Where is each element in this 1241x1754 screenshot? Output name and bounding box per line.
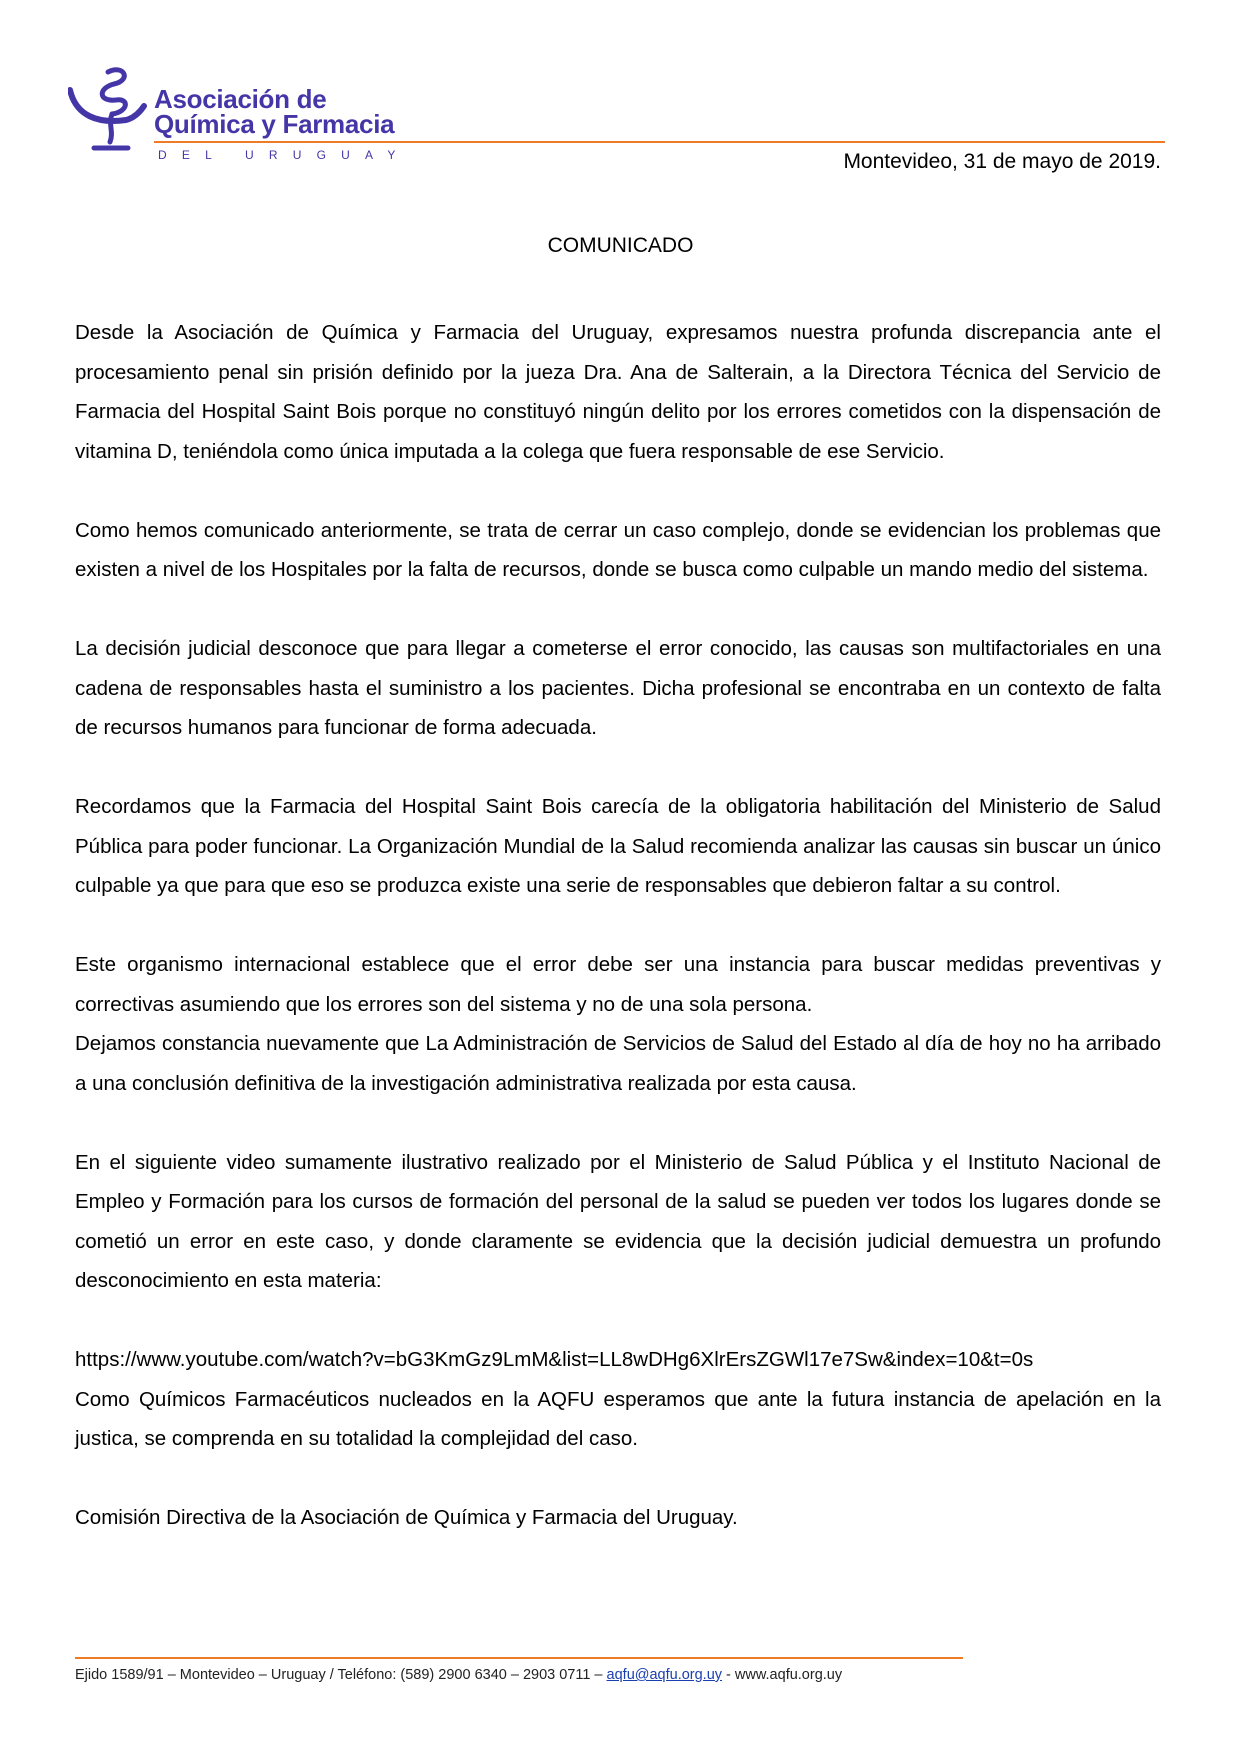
footer: [75, 1667, 842, 1683]
footer-website: - www.aqfu.org.uy: [722, 1667, 843, 1683]
org-name-subtitle: DEL URUGUAY: [158, 148, 411, 162]
rod-of-asclepius-bowl-icon: [68, 66, 154, 156]
document-body: [75, 313, 1161, 1538]
paragraph-7: En el siguiente video sumamente ilustrativo realizado por el Ministerio de Salud Pública y el Instituto Nacional de Empleo y Formación para los cursos de formación del personal de la salud se pueden ver todos los lugares donde se cometió un error en este caso, y donde claramente se evidencia que la decisión judicial demuestra un profundo desconocimiento en esta materia:: [75, 1150, 1161, 1292]
paragraph-1: Desde la Asociación de Química y Farmacia del Uruguay, expresamos nuestra profunda discrepancia ante el procesamiento penal sin prisión definido por la jueza Dra. Ana de Salterain, a la Directora Técnica del Servicio de Farmacia del Hospital Saint Bois porque no constituyó ningún delito por los errores cometidos con la dispensación de vitamina D, teniéndola como única imputada a la colega que fuera responsable de ese Servicio.: [75, 321, 1161, 463]
footer-address: Ejido 1589/91 – Montevideo – Uruguay / Teléfono: (589) 2900 6340 – 2903 0711 –: [75, 1667, 607, 1683]
org-name-line-2: Química y Farmacia: [154, 109, 395, 139]
paragraph-8: Como Químicos Farmacéuticos nucleados en la AQFU esperamos que ante la futura instancia de apelación en la justica, se comprenda en su totalidad la complejidad del caso.: [75, 1387, 1161, 1450]
document-title: COMUNICADO: [547, 234, 694, 257]
footer-rule: [75, 1657, 963, 1659]
signature: Comisión Directiva de la Asociación de Química y Farmacia del Uruguay.: [75, 1506, 738, 1529]
footer-email-link[interactable]: aqfu@aqfu.org.uy: [606, 1667, 723, 1683]
paragraph-5: Este organismo internacional establece que el error debe ser una instancia para buscar medidas preventivas y correctivas asumiendo que los errores son del sistema y no de una sola persona.: [75, 953, 1161, 1016]
organization-name: [154, 84, 395, 139]
document-date: Montevideo, 31 de mayo de 2019.: [843, 150, 1161, 173]
paragraph-6: Dejamos constancia nuevamente que La Administración de Servicios de Salud del Estado al día de hoy no ha arribado a una conclusión definitiva de la investigación administrativa realizada por esta causa.: [75, 1032, 1161, 1095]
header-rule: [154, 141, 1165, 143]
org-name-line-1: Asociación de: [154, 84, 327, 114]
paragraph-4: Recordamos que la Farmacia del Hospital Saint Bois carecía de la obligatoria habilitación del Ministerio de Salud Pública para poder funcionar. La Organización Mundial de la Salud recomienda analizar las causas sin buscar un único culpable ya que para que eso se produzca existe una serie de responsables que debieron faltar a su control.: [75, 795, 1161, 897]
paragraph-3: La decisión judicial desconoce que para llegar a cometerse el error conocido, las causas son multifactoriales en una cadena de responsables hasta el suministro a los pacientes. Dicha profesional se encontraba en un contexto de falta de recursos humanos para funcionar de forma adecuada.: [75, 637, 1161, 739]
paragraph-2: Como hemos comunicado anteriormente, se trata de cerrar un caso complejo, donde se evidencian los problemas que existen a nivel de los Hospitales por la falta de recursos, donde se busca como culpable un mando medio del sistema.: [75, 518, 1161, 581]
video-url: https://www.youtube.com/watch?v=bG3KmGz9LmM&list=LL8wDHg6XlrErsZGWl17e7Sw&index=10&t=0s: [75, 1348, 1034, 1371]
